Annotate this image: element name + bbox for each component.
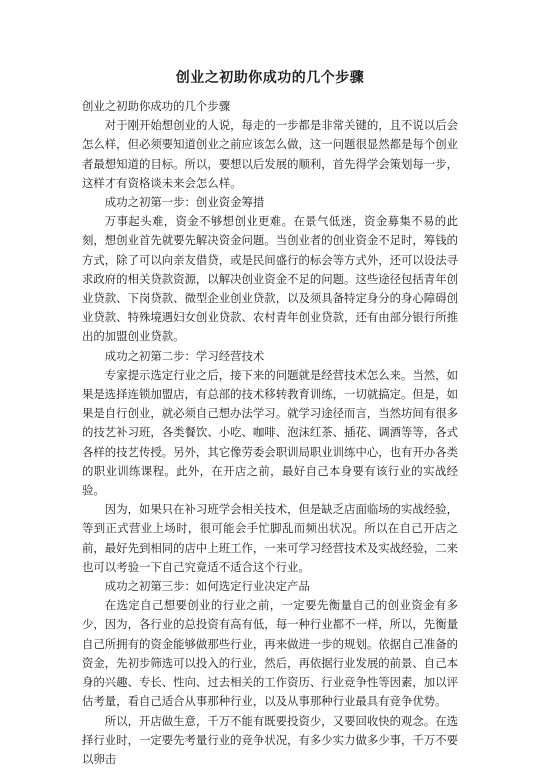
section-heading-step-1: 成功之初第一步：创业资金筹措 — [82, 193, 458, 212]
paragraph-step-3-a: 在选定自己想要创业的行业之前，一定要先衡量自己的创业资金有多少，因为，各行业的总投资有高有低，每一种行业都不一样，所以，先衡量自己所拥有的资金能够做那些行业，再来做进一步的规划。依据自己准备的资金，先初步筛选可以投入的行业，然后，再依据行业发展的前景、自己本身的兴趣、专长、性向、过去相关的工作资历、行业竞争性等因素，加以评估考量，看自己适合从事那种行业，以及从事那种行业最具有竞争优势。 — [82, 596, 458, 711]
section-heading-step-2: 成功之初第二步：学习经营技术 — [82, 347, 458, 366]
paragraph-step-3-b: 所以，开店做生意，千万不能有既要投资少，又要回收快的观念。在选择行业时，一定要先考量行业的竞争状况，有多少实力做多少事，千万不要以卵击 — [82, 712, 458, 769]
document-body — [82, 97, 458, 769]
paragraph-step-1: 万事起头难，资金不够想创业更难。在景气低迷，资金募集不易的此刻，想创业首先就要先解决资金问题。当创业者的创业资金不足时，筹钱的方式，除了可以向亲友借贷，或是民间盛行的标会等方式外，还可以设法寻求政府的相关贷款资源，以解决创业资金不足的问题。这些途径包括青年创业贷款、下岗贷款、微型企业创业贷款，以及须具备特定身分的身心障碍创业贷款、特殊境遇妇女创业贷款、农村青年创业贷款，还有由部分银行所推出的加盟创业贷款。 — [82, 212, 458, 346]
paragraph-step-2-b: 因为，如果只在补习班学会相关技术，但是缺乏店面临场的实战经验，等到正式营业上场时，很可能会手忙脚乱而频出状况。所以在自己开店之前，最好先到相同的店中上班工作，一来可学习经营技术及实战经验，二来也可以考验一下自己究竟适不适合这个行业。 — [82, 500, 458, 577]
document-subtitle: 创业之初助你成功的几个步骤 — [82, 97, 458, 116]
section-heading-step-3: 成功之初第三步：如何选定行业决定产品 — [82, 577, 458, 596]
document-title: 创业之初助你成功的几个步骤 — [0, 67, 540, 87]
paragraph-step-2-a: 专家提示选定行业之后，接下来的问题就是经营技术怎么来。当然，如果是选择连锁加盟店，有总部的技术移转教育训练，一切就搞定。但是，如果是自行创业，就必须自己想办法学习。就学习途径而言，当然坊间有很多的技艺补习班，各类餐饮、小吃、咖啡、泡沫红茶、插花、调酒等等，各式各样的技艺传授。另外，其它像劳委会职训局职业训练中心，也有开办各类的职业训练课程。此外，在开店之前，最好自己本身要有该行业的实战经验。 — [82, 366, 458, 500]
paragraph-intro: 对于刚开始想创业的人说，每走的一步都是非常关键的，且不说以后会怎么样，但必须要知道创业之前应该怎么做，这一问题很显然都是每个创业者最想知道的目标。所以，要想以后发展的顺利，首先得学会策划每一步，这样才有资格谈未来会怎么样。 — [82, 116, 458, 193]
